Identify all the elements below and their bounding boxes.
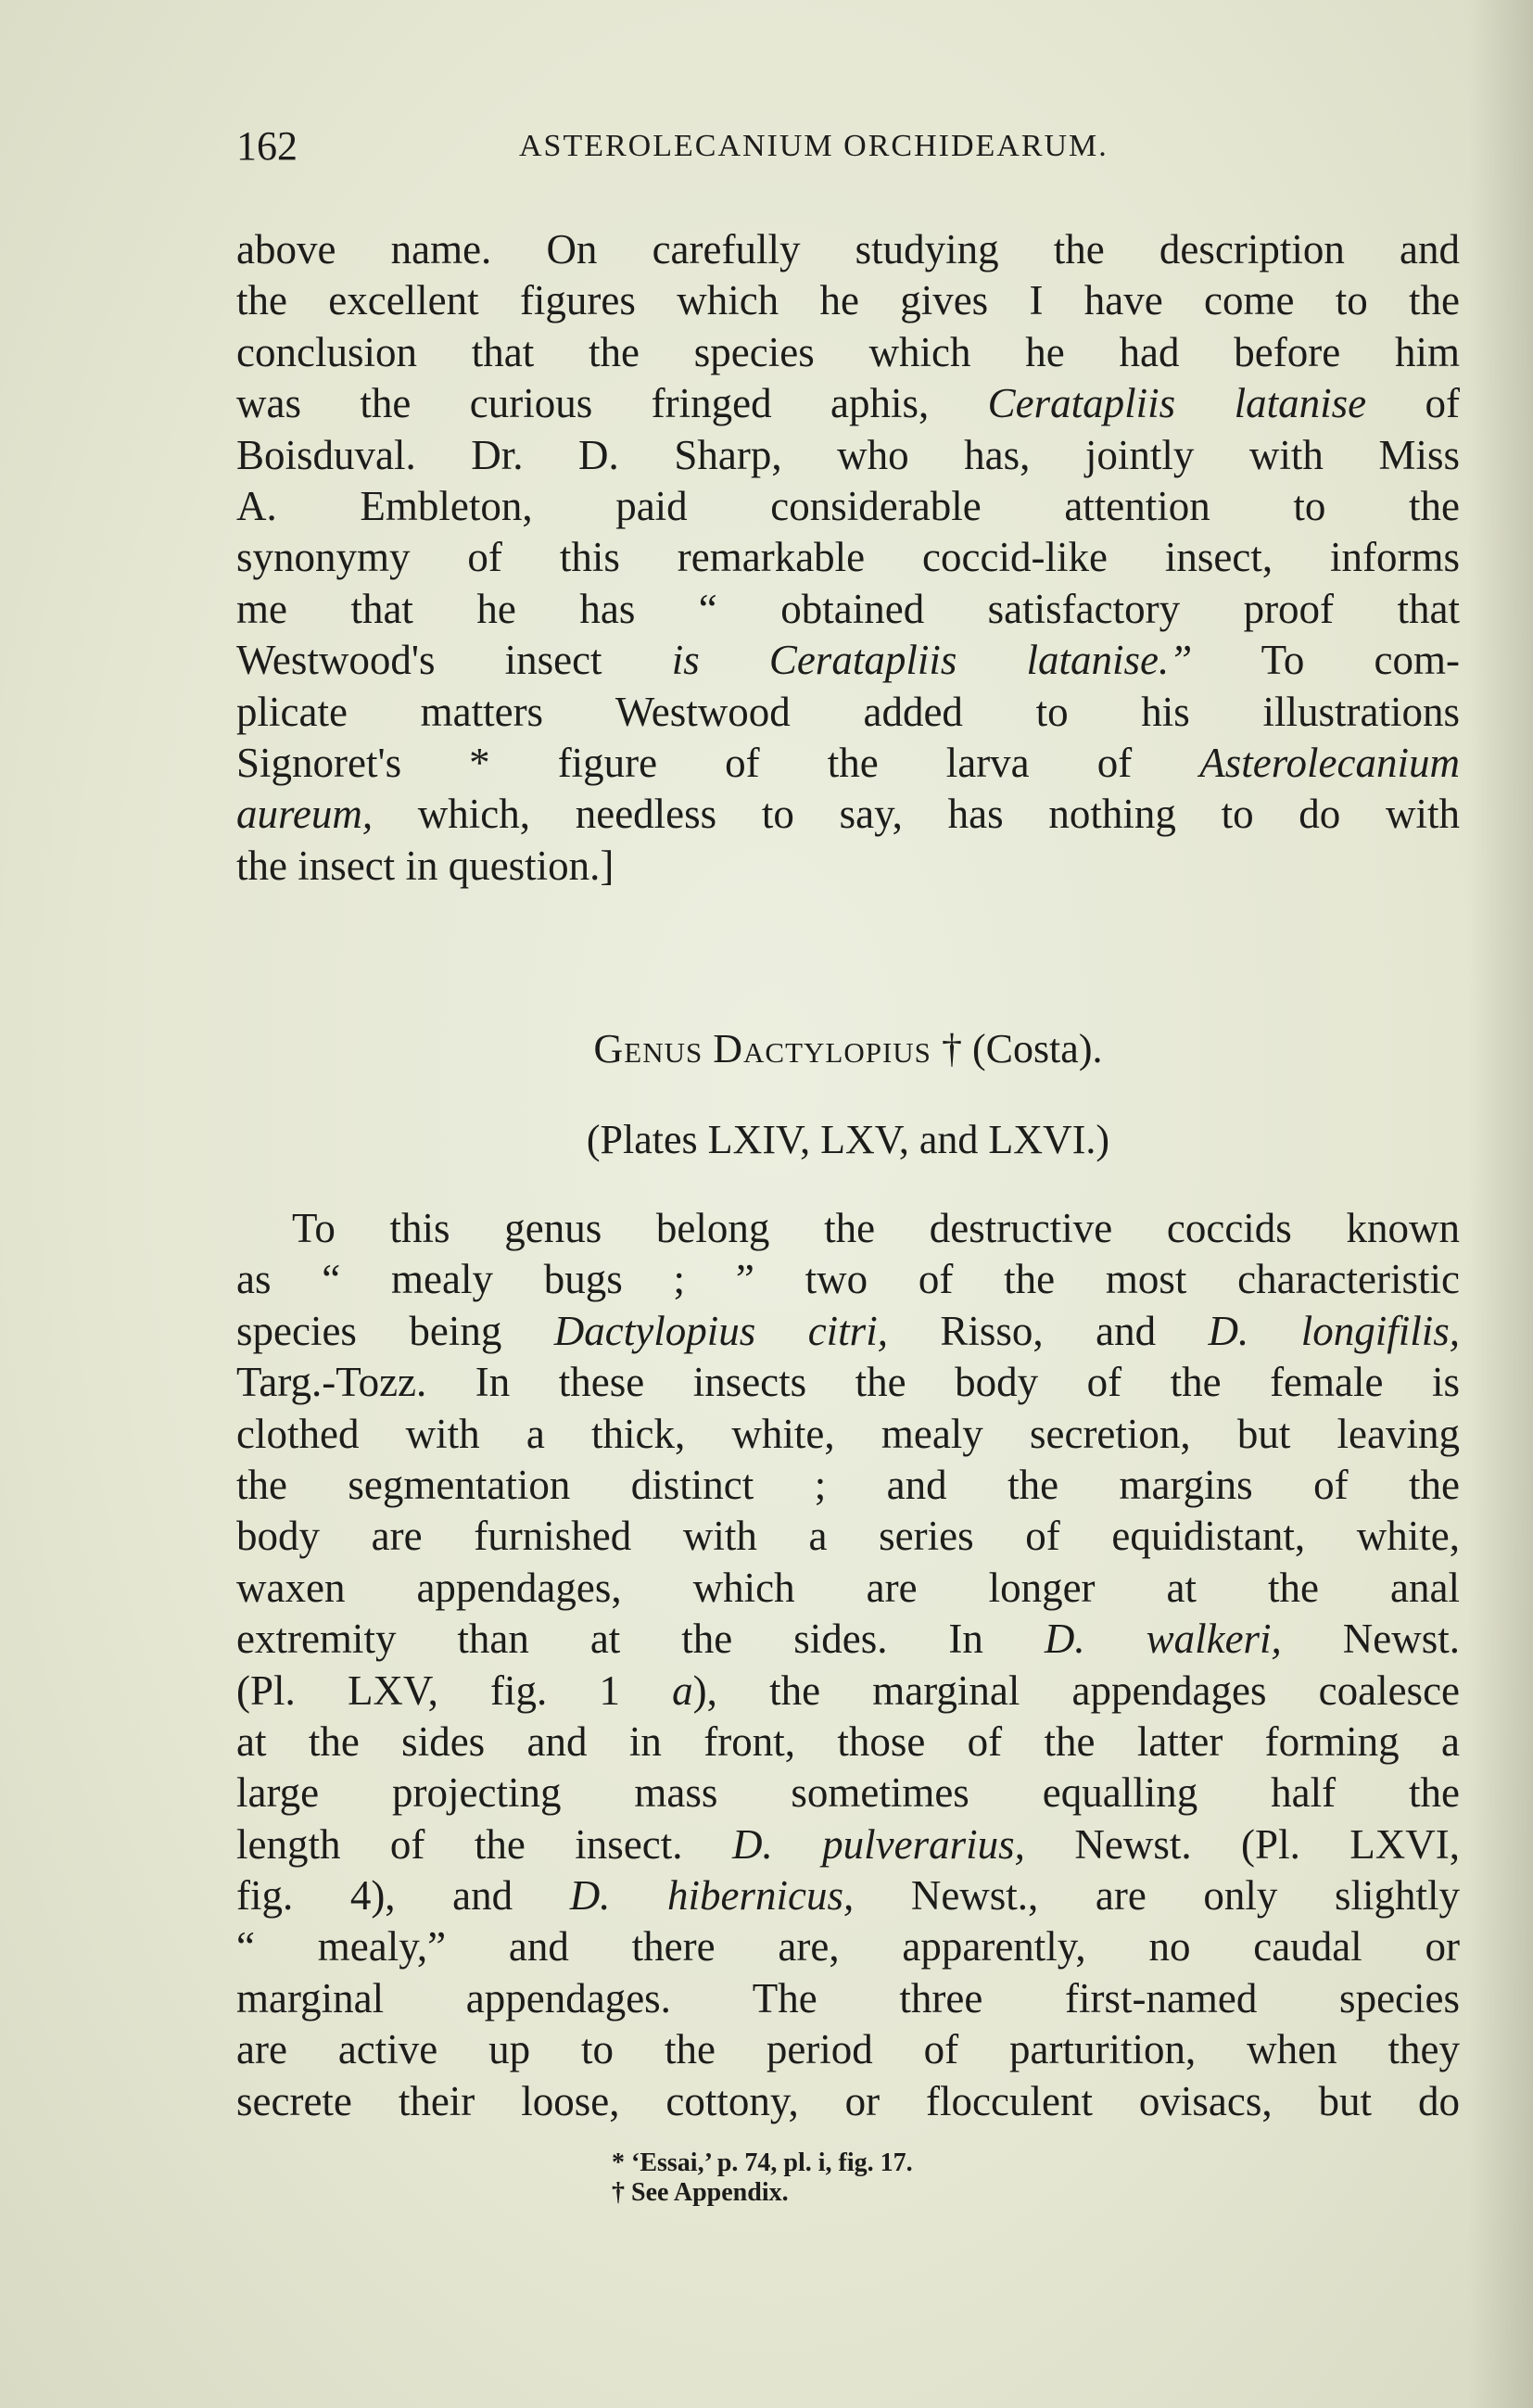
species-name: D. walkeri, bbox=[1044, 1616, 1282, 1663]
section-heading: Genus Dactylopius † (Costa). bbox=[593, 1026, 1103, 1071]
text-line: the excellent figures which he gives I have come to the bbox=[236, 277, 1460, 324]
text-line: are active up to the period of parturition, when they bbox=[236, 2026, 1460, 2073]
text-line: synonymy of this remarkable coccid-like insect, informs bbox=[236, 534, 1460, 581]
species-name: D. longifilis, bbox=[1208, 1307, 1460, 1354]
plates-reference: (Plates LXIV, LXV, and LXVI.) bbox=[586, 1117, 1110, 1162]
text-line: at the sides and in front, those of the latter forming a bbox=[236, 1717, 1460, 1765]
text-line: body are furnished with a series of equidistant, white, bbox=[236, 1513, 1460, 1560]
text-line: A. Embleton, paid considerable attention to the bbox=[236, 482, 1460, 529]
text-line: To this genus belong the destructive coccids known bbox=[292, 1205, 1460, 1251]
species-name: aureum, bbox=[236, 791, 374, 838]
species-name: D. pulverarius, bbox=[731, 1820, 1025, 1868]
species-name: Dactylopius citri, bbox=[553, 1307, 888, 1354]
text-line: the segmentation distinct ; and the margins of the bbox=[236, 1461, 1460, 1508]
footnotes bbox=[612, 2148, 913, 2208]
species-name: is Ceratapliis latanise.” bbox=[671, 637, 1193, 684]
text-line: Targ.-Tozz. In these insects the body of the female is bbox=[236, 1359, 1460, 1406]
text-line: length of the insect. D. pulverarius, Newst. (Pl. LXVI, bbox=[236, 1820, 1460, 1868]
text-line: plicate matters Westwood added to his illustrations bbox=[236, 688, 1460, 735]
text-line: clothed with a thick, white, mealy secretion, but leaving bbox=[236, 1410, 1460, 1457]
text-line: Boisduval. Dr. D. Sharp, who has, jointly with Miss bbox=[236, 431, 1460, 478]
text-line: large projecting mass sometimes equalling half the bbox=[236, 1769, 1460, 1817]
species-name: Ceratapliis latanise bbox=[987, 380, 1367, 427]
species-name: Asterolecanium bbox=[1199, 739, 1461, 786]
text-line: Westwood's insect is Ceratapliis latanise.” To com- bbox=[236, 637, 1460, 684]
page-number: 162 bbox=[236, 123, 298, 169]
text-line: waxen appendages, which are longer at the anal bbox=[236, 1564, 1460, 1611]
text-line: Signoret's * figure of the larva of Asterolecanium bbox=[236, 739, 1461, 786]
running-head: ASTEROLECANIUM ORCHIDEARUM. bbox=[519, 129, 1109, 163]
page-header bbox=[236, 119, 1460, 174]
text-line: conclusion that the species which he had before him bbox=[236, 328, 1460, 375]
text-line: the insect in question.] bbox=[236, 842, 614, 889]
footnote-dagger: † See Appendix. bbox=[612, 2178, 789, 2207]
paragraph-genus-description bbox=[236, 1203, 1460, 2127]
text-line: above name. On carefully studying the description and bbox=[236, 226, 1460, 272]
text-line: marginal appendages. The three first-named species bbox=[236, 1974, 1460, 2021]
text-line: fig. 4), and D. hibernicus, Newst., are only slightly bbox=[236, 1872, 1460, 1920]
text-line: aureum, which, needless to say, has nothing to do with bbox=[236, 791, 1460, 838]
text-line: secrete their loose, cottony, or flocculent ovisacs, but do bbox=[236, 2077, 1460, 2124]
footnote-asterisk: * ‘Essai,’ p. 74, pl. i, fig. 17. bbox=[612, 2148, 913, 2177]
paragraph-continuation bbox=[236, 224, 1460, 892]
species-name: D. hibernicus, bbox=[569, 1872, 855, 1920]
text-line: extremity than at the sides. In D. walkeri, Newst. bbox=[236, 1616, 1461, 1663]
text-line: “ mealy,” and there are, apparently, no caudal or bbox=[236, 1923, 1460, 1971]
text-line: as “ mealy bugs ; ” two of the most characteristic bbox=[236, 1256, 1460, 1303]
text-line: was the curious fringed aphis, Ceratapliis latanise of bbox=[236, 380, 1461, 427]
text-line: (Pl. LXV, fig. 1 a), the marginal appendages coalesce bbox=[236, 1667, 1461, 1714]
text-line: me that he has “ obtained satisfactory proof that bbox=[236, 585, 1460, 632]
text-line: species being Dactylopius citri, Risso, and D. longifilis, bbox=[236, 1307, 1460, 1354]
